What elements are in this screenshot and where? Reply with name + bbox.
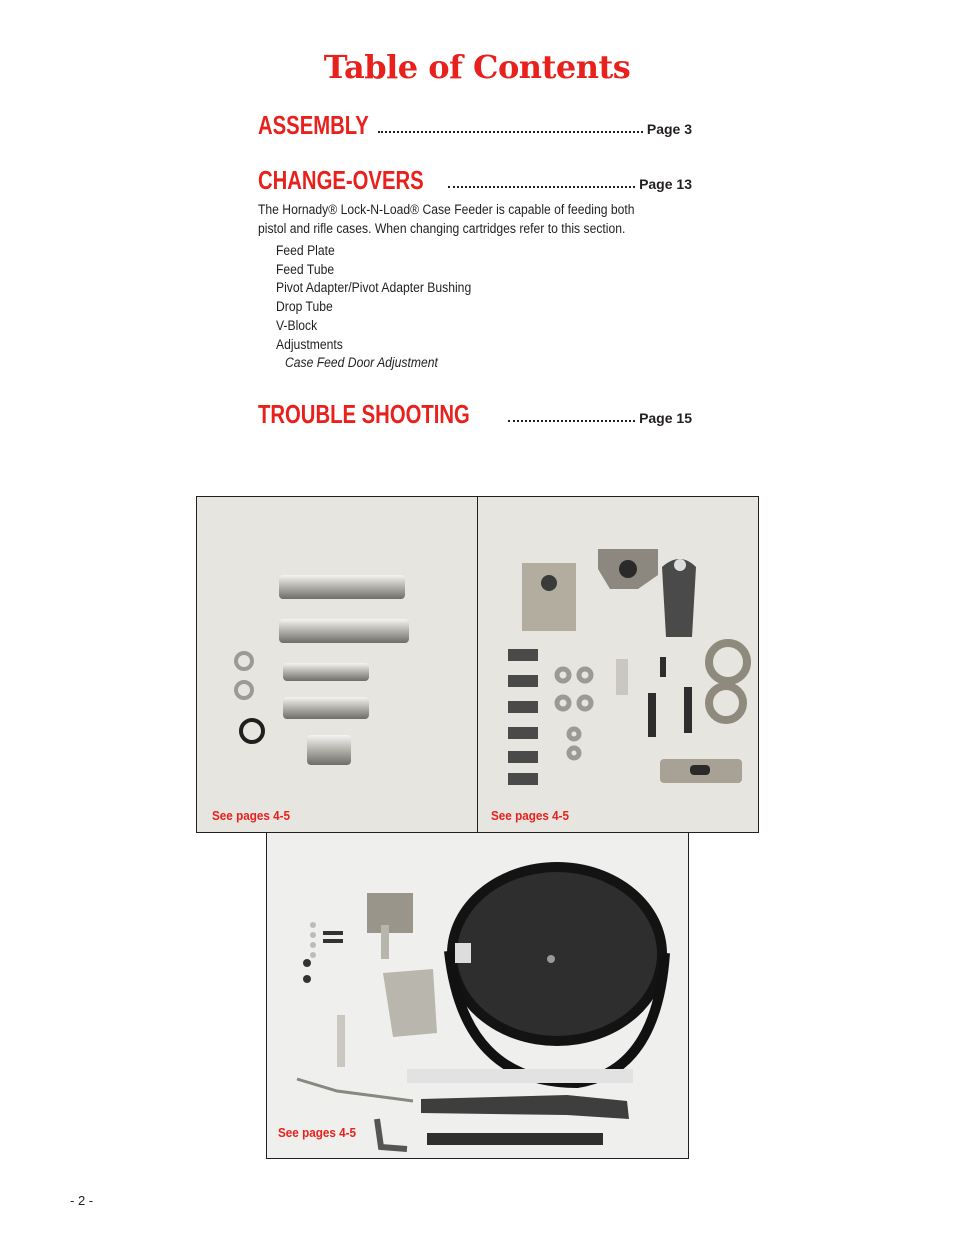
list-item: Adjustments: [276, 336, 343, 352]
photo-caption: See pages 4-5: [491, 808, 570, 823]
parts-photo-hardware: [477, 496, 759, 833]
page-number: - 2 -: [70, 1193, 94, 1208]
list-item: Drop Tube: [276, 299, 333, 315]
parts-photo-bowl: [266, 832, 689, 1159]
toc-entry-troubleshooting[interactable]: [258, 401, 692, 427]
list-subitem: Case Feed Door Adjustment: [285, 355, 438, 371]
photo-caption: See pages 4-5: [278, 1125, 357, 1140]
list-item: Feed Plate: [276, 243, 335, 258]
toc-leader-dots: [508, 420, 636, 422]
list-item: Pivot Adapter/Pivot Adapter Bushing: [276, 280, 472, 296]
page-title: Table of Contents: [323, 48, 631, 86]
bowl-illustration: [267, 833, 688, 1158]
parts-photo-tubes: [196, 496, 478, 833]
toc-leader-dots: [378, 131, 643, 133]
hardware-illustration: [478, 497, 758, 832]
list-item: V-Block: [276, 317, 318, 333]
list-item: Feed Tube: [276, 261, 335, 277]
tubes-illustration: [197, 497, 477, 832]
changeovers-description: The Hornady® Lock-N-Load® Case Feeder is capable of feeding both pistol and rifle cases. When changing cartridges refer to this section.: [258, 202, 635, 236]
toc-leader-dots: [448, 186, 635, 188]
photo-caption: See pages 4-5: [212, 808, 291, 823]
toc-heading-troubleshooting: TROUBLE SHOOTING: [258, 399, 470, 429]
toc-page-troubleshooting: Page 15: [639, 410, 692, 426]
toc-heading-changeovers: CHANGE-OVERS: [258, 165, 424, 195]
toc-entry-changeovers[interactable]: [258, 167, 692, 193]
toc-entry-assembly[interactable]: [258, 112, 692, 138]
changeovers-list: [276, 242, 471, 373]
toc-page-assembly: Page 3: [646, 121, 692, 137]
toc-heading-assembly: ASSEMBLY: [258, 110, 369, 140]
toc-page-changeovers: Page 13: [639, 176, 692, 192]
